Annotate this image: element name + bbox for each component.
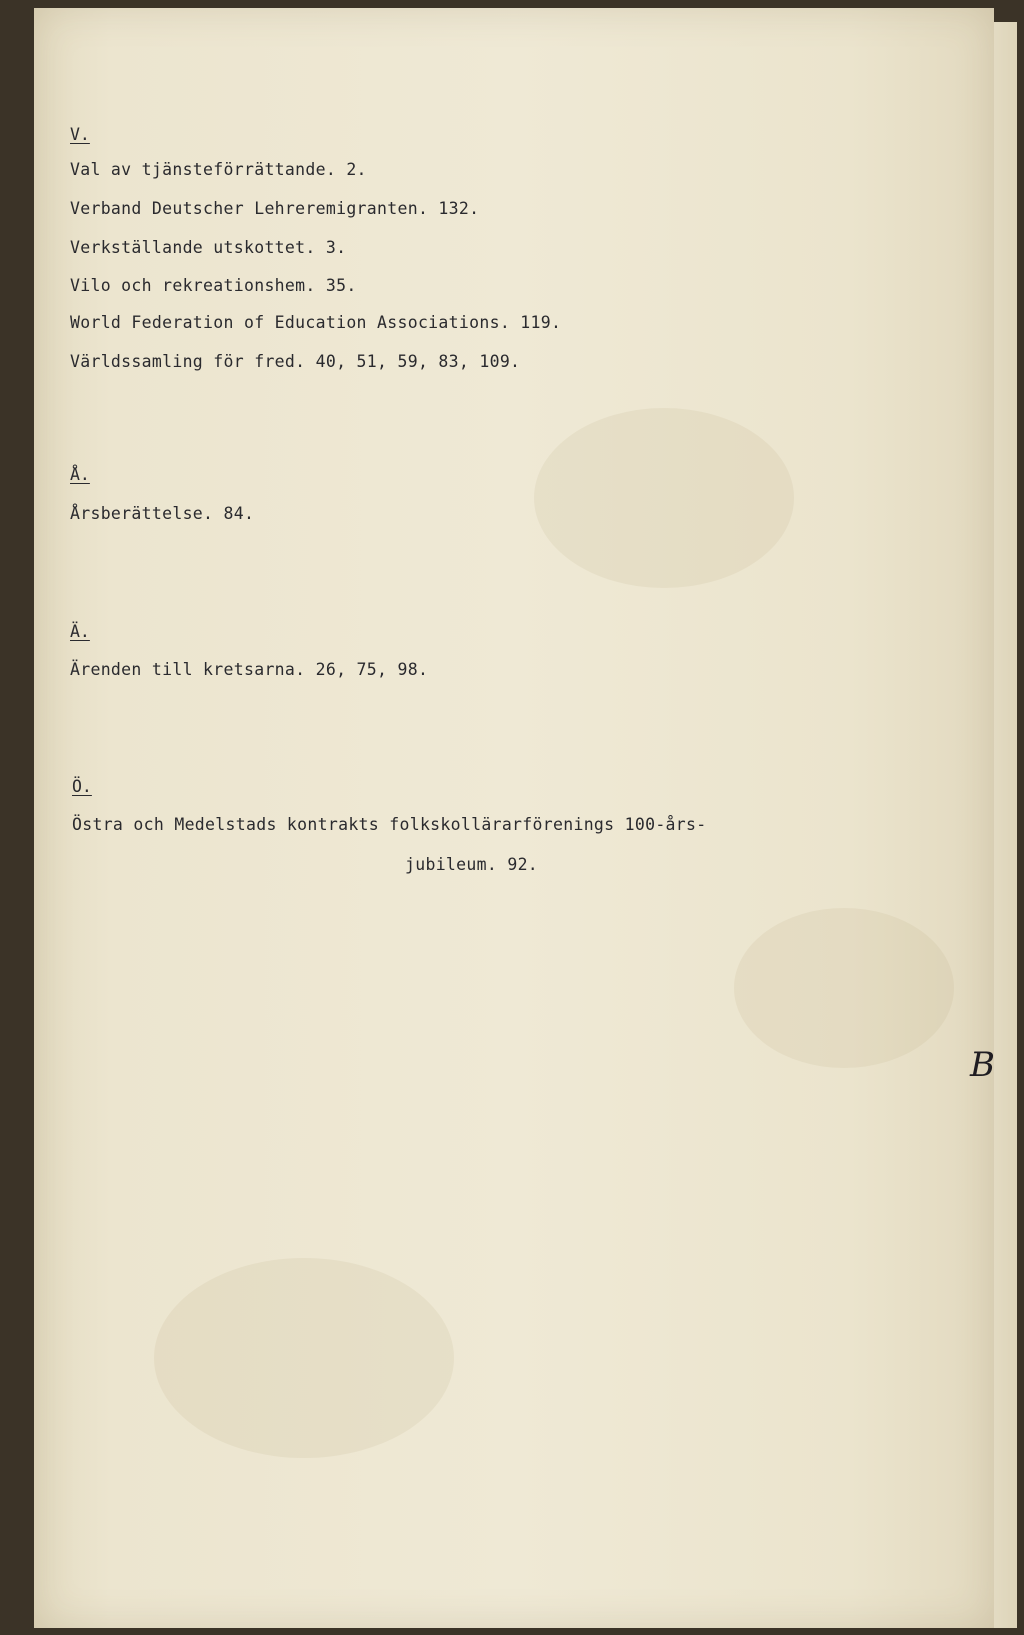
section-heading-aa: Å. <box>70 465 90 484</box>
section-heading-ae: Ä. <box>70 622 90 641</box>
index-entry: Verband Deutscher Lehreremigranten. 132. <box>70 199 480 218</box>
index-entry: World Federation of Education Associations. 119. <box>70 313 562 332</box>
index-entry-continuation: jubileum. 92. <box>405 855 539 874</box>
section-heading-oe: Ö. <box>72 777 92 796</box>
index-entry: Val av tjänsteförrättande. 2. <box>70 160 367 179</box>
index-entry: Verkställande utskottet. 3. <box>70 238 347 257</box>
index-entry: Världssamling för fred. 40, 51, 59, 83, 109. <box>70 352 521 371</box>
index-entry: Årsberättelse. 84. <box>70 504 255 523</box>
section-heading-v: V. <box>70 125 90 144</box>
index-entry: Östra och Medelstads kontrakts folkskollärarförenings 100-års- <box>72 815 707 834</box>
index-entry: Ärenden till kretsarna. 26, 75, 98. <box>70 660 429 679</box>
margin-handwritten-mark: B <box>970 1045 995 1085</box>
index-entry: Vilo och rekreationshem. 35. <box>70 276 357 295</box>
